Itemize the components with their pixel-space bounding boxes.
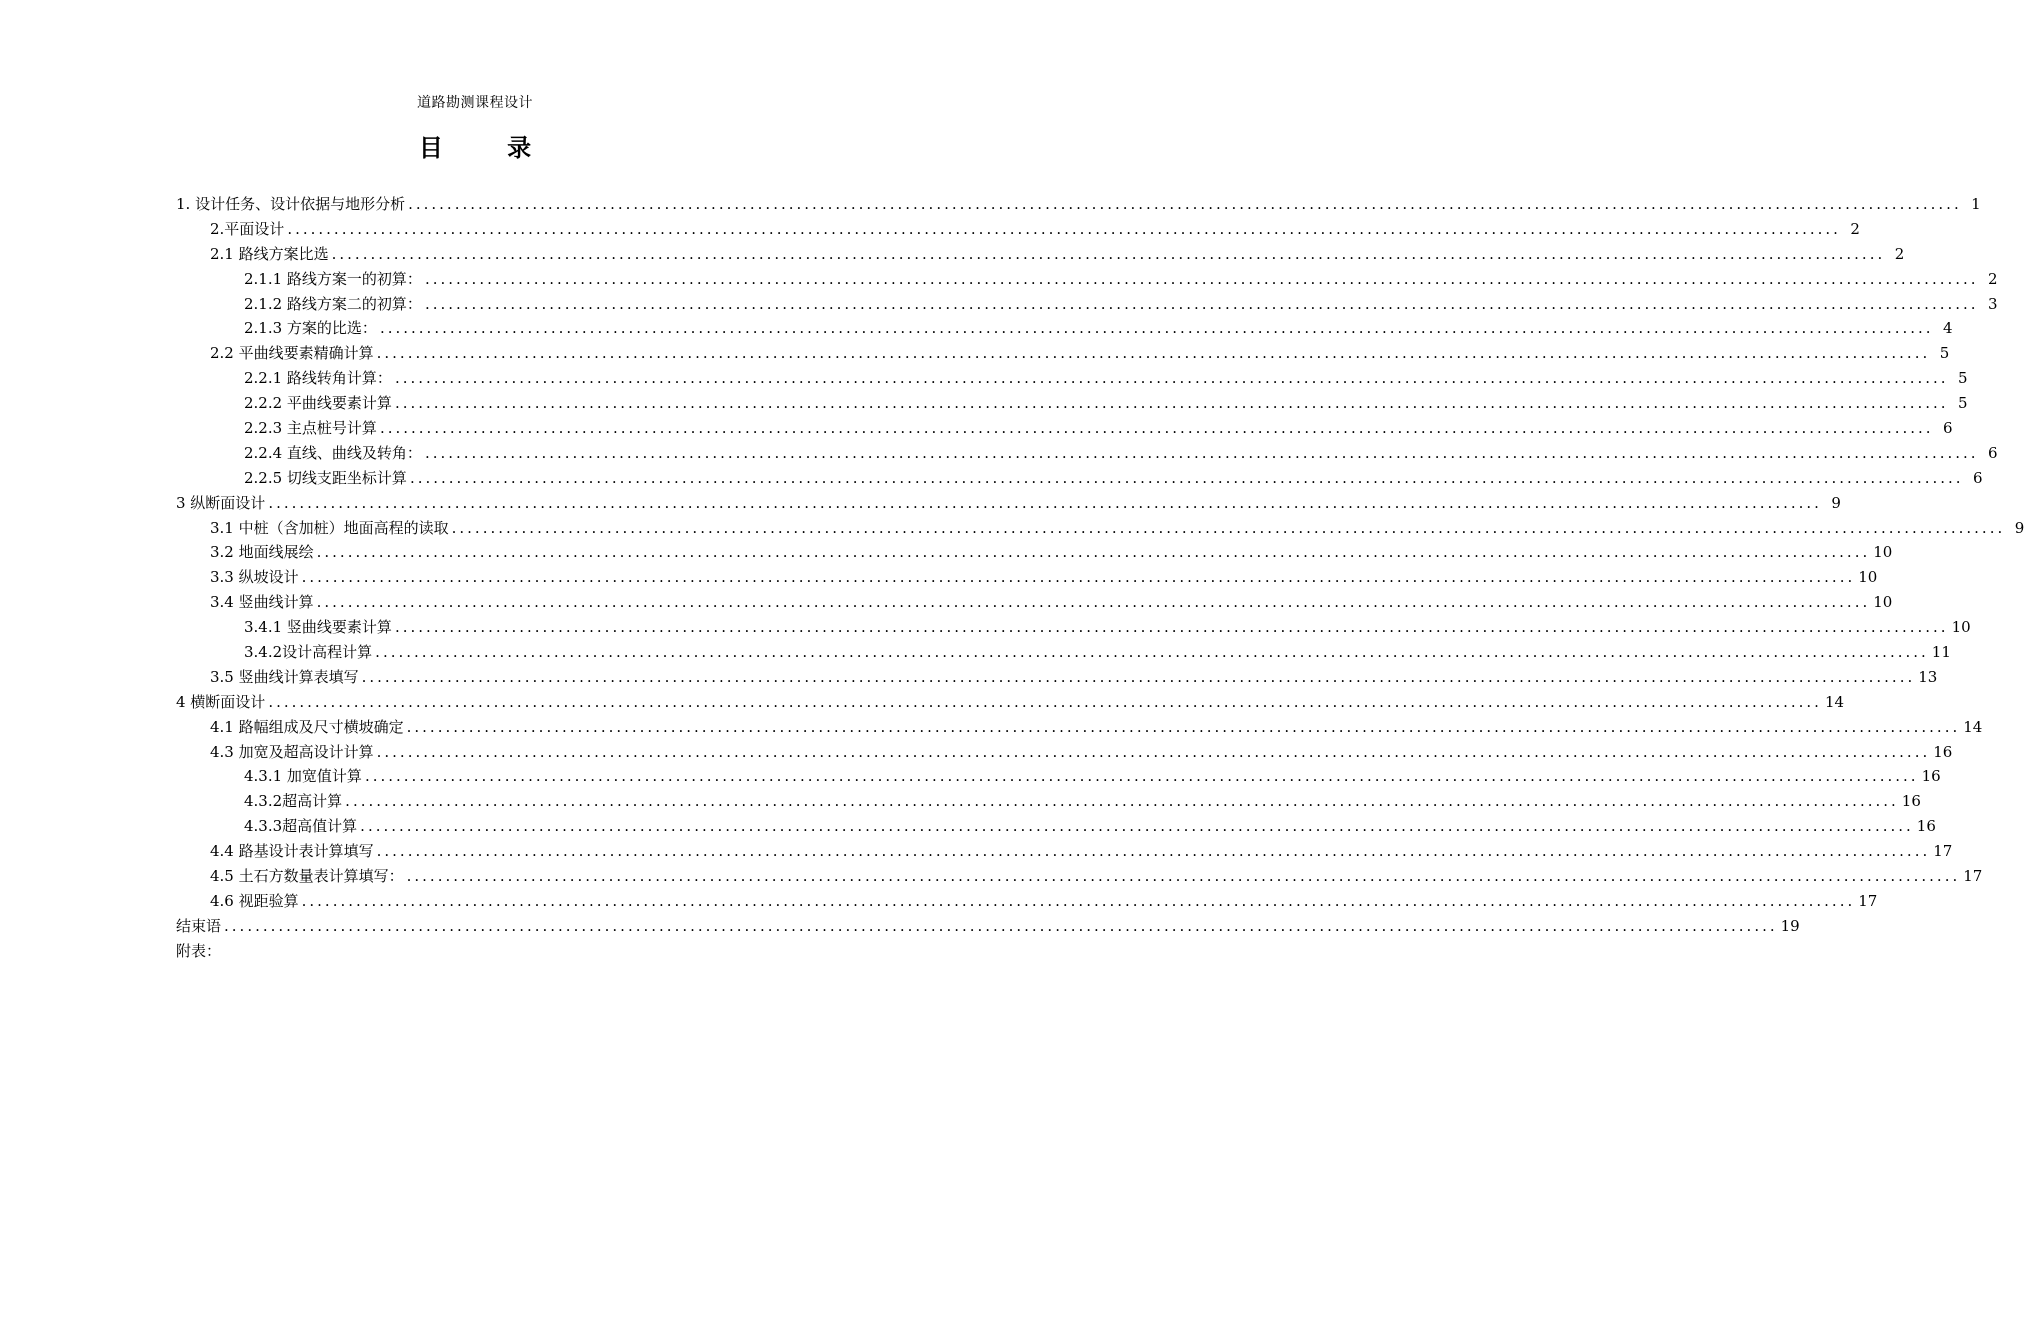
toc-entry-page-number: 10 [1873, 593, 1893, 612]
toc-leader-dots: ........................................................................................................................................................................................................ [424, 269, 1979, 288]
toc-entry[interactable] [176, 839, 1953, 864]
toc-entry-label: 2.2.4 直线、曲线及转角： [244, 443, 422, 462]
toc-leader-dots: ........................................................................................................................................................................................................ [451, 518, 2006, 537]
toc-leader-dots: ........................................................................................................................................................................................................ [364, 767, 1919, 786]
toc-entry-page-number: 14 [1824, 692, 1845, 711]
toc-entry-label: 4 横断面设计 [176, 692, 266, 711]
toc-entry-page-number: 6 [1943, 419, 1953, 438]
toc-entry-label: 1. 设计任务、设计依据与地形分析 [176, 195, 406, 213]
table-of-contents [176, 192, 2024, 964]
toc-entry-label: 3.4 竖曲线计算 [210, 593, 314, 612]
toc-entry-page-number: 17 [1963, 867, 1983, 886]
toc-entry-label: 3.4.1 竖曲线要素计算 [244, 618, 392, 637]
toc-entry[interactable] [176, 914, 1800, 939]
toc-entry[interactable] [176, 416, 1953, 441]
toc-entry-label: 2.1.1 路线方案一的初算： [244, 269, 422, 288]
toc-entry-page-number: 2 [1850, 219, 1860, 238]
toc-entry-label: 4.1 路幅组成及尺寸横坡确定 [210, 717, 404, 736]
toc-entry[interactable] [176, 615, 1971, 640]
toc-leader-dots: ........................................................................................................................................................................................................ [406, 867, 1961, 886]
toc-entry[interactable] [176, 341, 1950, 366]
toc-entry[interactable] [176, 864, 1983, 889]
toc-entry-page-number: 3 [1988, 294, 1998, 313]
toc-entry-page-number: 4 [1943, 319, 1953, 338]
toc-leader-dots: ........................................................................................................................................................................................................ [360, 817, 1914, 836]
toc-entry-label: 4.6 视距验算 [210, 891, 299, 910]
toc-entry[interactable] [176, 242, 1905, 267]
toc-entry-page-number: 19 [1780, 916, 1800, 935]
toc-entry-page-number: 11 [1931, 643, 1951, 662]
toc-entry[interactable] [176, 889, 1878, 914]
toc-entry-page-number: 13 [1918, 667, 1938, 686]
toc-leader-dots: ........................................................................................................................................................................................................ [375, 643, 1929, 662]
toc-leader-dots: ........................................................................................................................................................................................................ [301, 568, 1856, 587]
toc-entry[interactable] [176, 640, 1951, 665]
toc-leader-dots: ........................................................................................................................................................................................................ [268, 692, 1822, 711]
toc-entry-page-number: 2 [1894, 244, 1905, 263]
toc-entry[interactable] [176, 939, 808, 964]
toc-entry-label: 2.2.2 平曲线要素计算 [244, 394, 392, 413]
toc-entry-label: 附表： [176, 941, 222, 960]
toc-entry[interactable] [176, 715, 1983, 740]
page-title: 目 录 [418, 133, 560, 162]
toc-entry-label: 3.4.2设计高程计算 [244, 643, 373, 662]
toc-entry-page-number: 5 [1958, 369, 1968, 388]
toc-entry-label: 3.5 竖曲线计算表填写 [210, 667, 359, 686]
toc-entry-label: 结束语 [176, 916, 222, 935]
toc-entry-page-number: 10 [1873, 543, 1893, 562]
toc-entry-page-number: 9 [2014, 518, 2024, 537]
toc-leader-dots: ........................................................................................................................................................................................................ [331, 244, 1886, 263]
toc-entry-label: 4.5 土石方数量表计算填写： [210, 867, 404, 886]
toc-leader-dots: ........................................................................................................................................................................................................ [408, 195, 1962, 213]
toc-entry[interactable] [176, 466, 1983, 491]
toc-leader-dots: ........................................................................................................................................................................................................ [409, 468, 1964, 487]
toc-entry-label: 4.3.2超高计算 [244, 792, 343, 811]
toc-entry-label: 4.4 路基设计表计算填写 [210, 842, 374, 861]
toc-entry-label: 2.1.3 方案的比选： [244, 319, 377, 338]
toc-entry-label: 2.2.5 切线支距坐标计算 [244, 468, 407, 487]
toc-entry-page-number: 16 [1933, 742, 1953, 761]
toc-entry[interactable] [176, 590, 1893, 615]
toc-entry[interactable] [176, 391, 1968, 416]
toc-entry[interactable] [176, 516, 2024, 541]
toc-entry-page-number: 14 [1963, 717, 1983, 736]
toc-entry[interactable] [176, 540, 1893, 565]
toc-entry-label: 4.3.3超高值计算 [244, 817, 358, 836]
toc-leader-dots: ........................................................................................................................................................................................................ [424, 294, 1979, 313]
toc-entry-page-number: 1 [1971, 195, 1981, 213]
toc-entry-page-number: 6 [1973, 468, 1983, 487]
toc-entry[interactable] [176, 366, 1968, 391]
toc-entry[interactable] [176, 491, 1841, 516]
toc-entry[interactable] [176, 292, 1998, 317]
toc-entry[interactable] [176, 814, 1936, 839]
toc-leader-dots: ........................................................................................................................................................................................................ [345, 792, 1899, 811]
toc-entry[interactable] [176, 740, 1953, 765]
toc-entry-page-number: 5 [1958, 394, 1968, 413]
toc-leader-dots: ........................................................................................................................................................................................................ [361, 667, 1916, 686]
toc-entry[interactable] [176, 690, 1845, 715]
toc-entry-page-number: 9 [1831, 493, 1841, 512]
toc-entry-page-number: 17 [1858, 891, 1878, 910]
toc-entry-label: 2.1 路线方案比选 [210, 244, 329, 263]
toc-entry[interactable] [176, 441, 1998, 466]
toc-entry-label: 2.平面设计 [210, 219, 285, 238]
toc-entry[interactable] [176, 789, 1921, 814]
toc-entry-label: 2.2.1 路线转角计算： [244, 369, 392, 388]
toc-entry-label: 2.2 平曲线要素精确计算 [210, 344, 374, 363]
toc-entry-page-number: 10 [1951, 618, 1971, 637]
toc-leader-dots: ........................................................................................................................................................................................................ [376, 344, 1931, 363]
toc-entry[interactable] [176, 764, 1941, 789]
toc-entry-page-number: 10 [1858, 568, 1878, 587]
toc-entry-label: 3.3 纵坡设计 [210, 568, 299, 587]
toc-entry[interactable] [176, 316, 1953, 341]
toc-leader-dots: ........................................................................................................................................................................................................ [268, 493, 1822, 512]
toc-leader-dots: ........................................................................................................................................................................................................ [394, 618, 1949, 637]
toc-entry-label: 2.1.2 路线方案二的初算： [244, 294, 422, 313]
toc-leader-dots: ........................................................................................................................................................................................................ [316, 543, 1871, 562]
toc-leader-dots: ........................................................................................................................................................................................................ [287, 219, 1841, 238]
toc-leader-dots: ........................................................................................................................................................................................................ [406, 717, 1961, 736]
toc-entry-page-number: 5 [1939, 344, 1950, 363]
page-header: 道路勘测课程设计 [417, 95, 533, 111]
toc-entry-label: 2.2.3 主点桩号计算 [244, 419, 377, 438]
toc-leader-dots: ........................................................................................................................................................................................................ [376, 742, 1931, 761]
toc-entry-page-number: 6 [1988, 443, 1998, 462]
toc-leader-dots: ........................................................................................................................................................................................................ [394, 394, 1949, 413]
toc-leader-dots: ........................................................................................................................................................................................................ [379, 419, 1934, 438]
toc-entry-page-number: 16 [1916, 817, 1936, 836]
toc-entry-page-number: 16 [1901, 792, 1921, 811]
toc-leader-dots: ........................................................................................................................................................................................................ [394, 369, 1949, 388]
toc-entry[interactable] [176, 217, 1860, 242]
toc-entry[interactable] [176, 267, 1998, 292]
toc-entry-label: 3 纵断面设计 [176, 493, 266, 512]
toc-leader-dots: ........................................................................................................................................................................................................ [301, 891, 1856, 910]
toc-leader-dots: ........................................................................................................................................................................................................ [424, 443, 1979, 462]
toc-entry-label: 3.2 地面线展绘 [210, 543, 314, 562]
toc-entry-page-number: 17 [1933, 842, 1953, 861]
toc-entry-page-number: 2 [1988, 269, 1998, 288]
toc-leader-dots: ........................................................................................................................................................................................................ [379, 319, 1934, 338]
toc-entry-label: 4.3.1 加宽值计算 [244, 767, 362, 786]
toc-entry[interactable] [176, 192, 1981, 217]
toc-leader-dots: ........................................................................................................................................................................................................ [224, 916, 1778, 935]
toc-entry-page-number: 16 [1921, 767, 1941, 786]
toc-entry[interactable] [176, 565, 1878, 590]
toc-entry-label: 4.3 加宽及超高设计计算 [210, 742, 374, 761]
toc-entry-label: 3.1 中桩（含加桩）地面高程的读取 [210, 518, 449, 537]
toc-entry[interactable] [176, 665, 1938, 690]
toc-leader-dots: ........................................................................................................................................................................................................ [316, 593, 1871, 612]
toc-leader-dots: ........................................................................................................................................................................................................ [376, 842, 1931, 861]
